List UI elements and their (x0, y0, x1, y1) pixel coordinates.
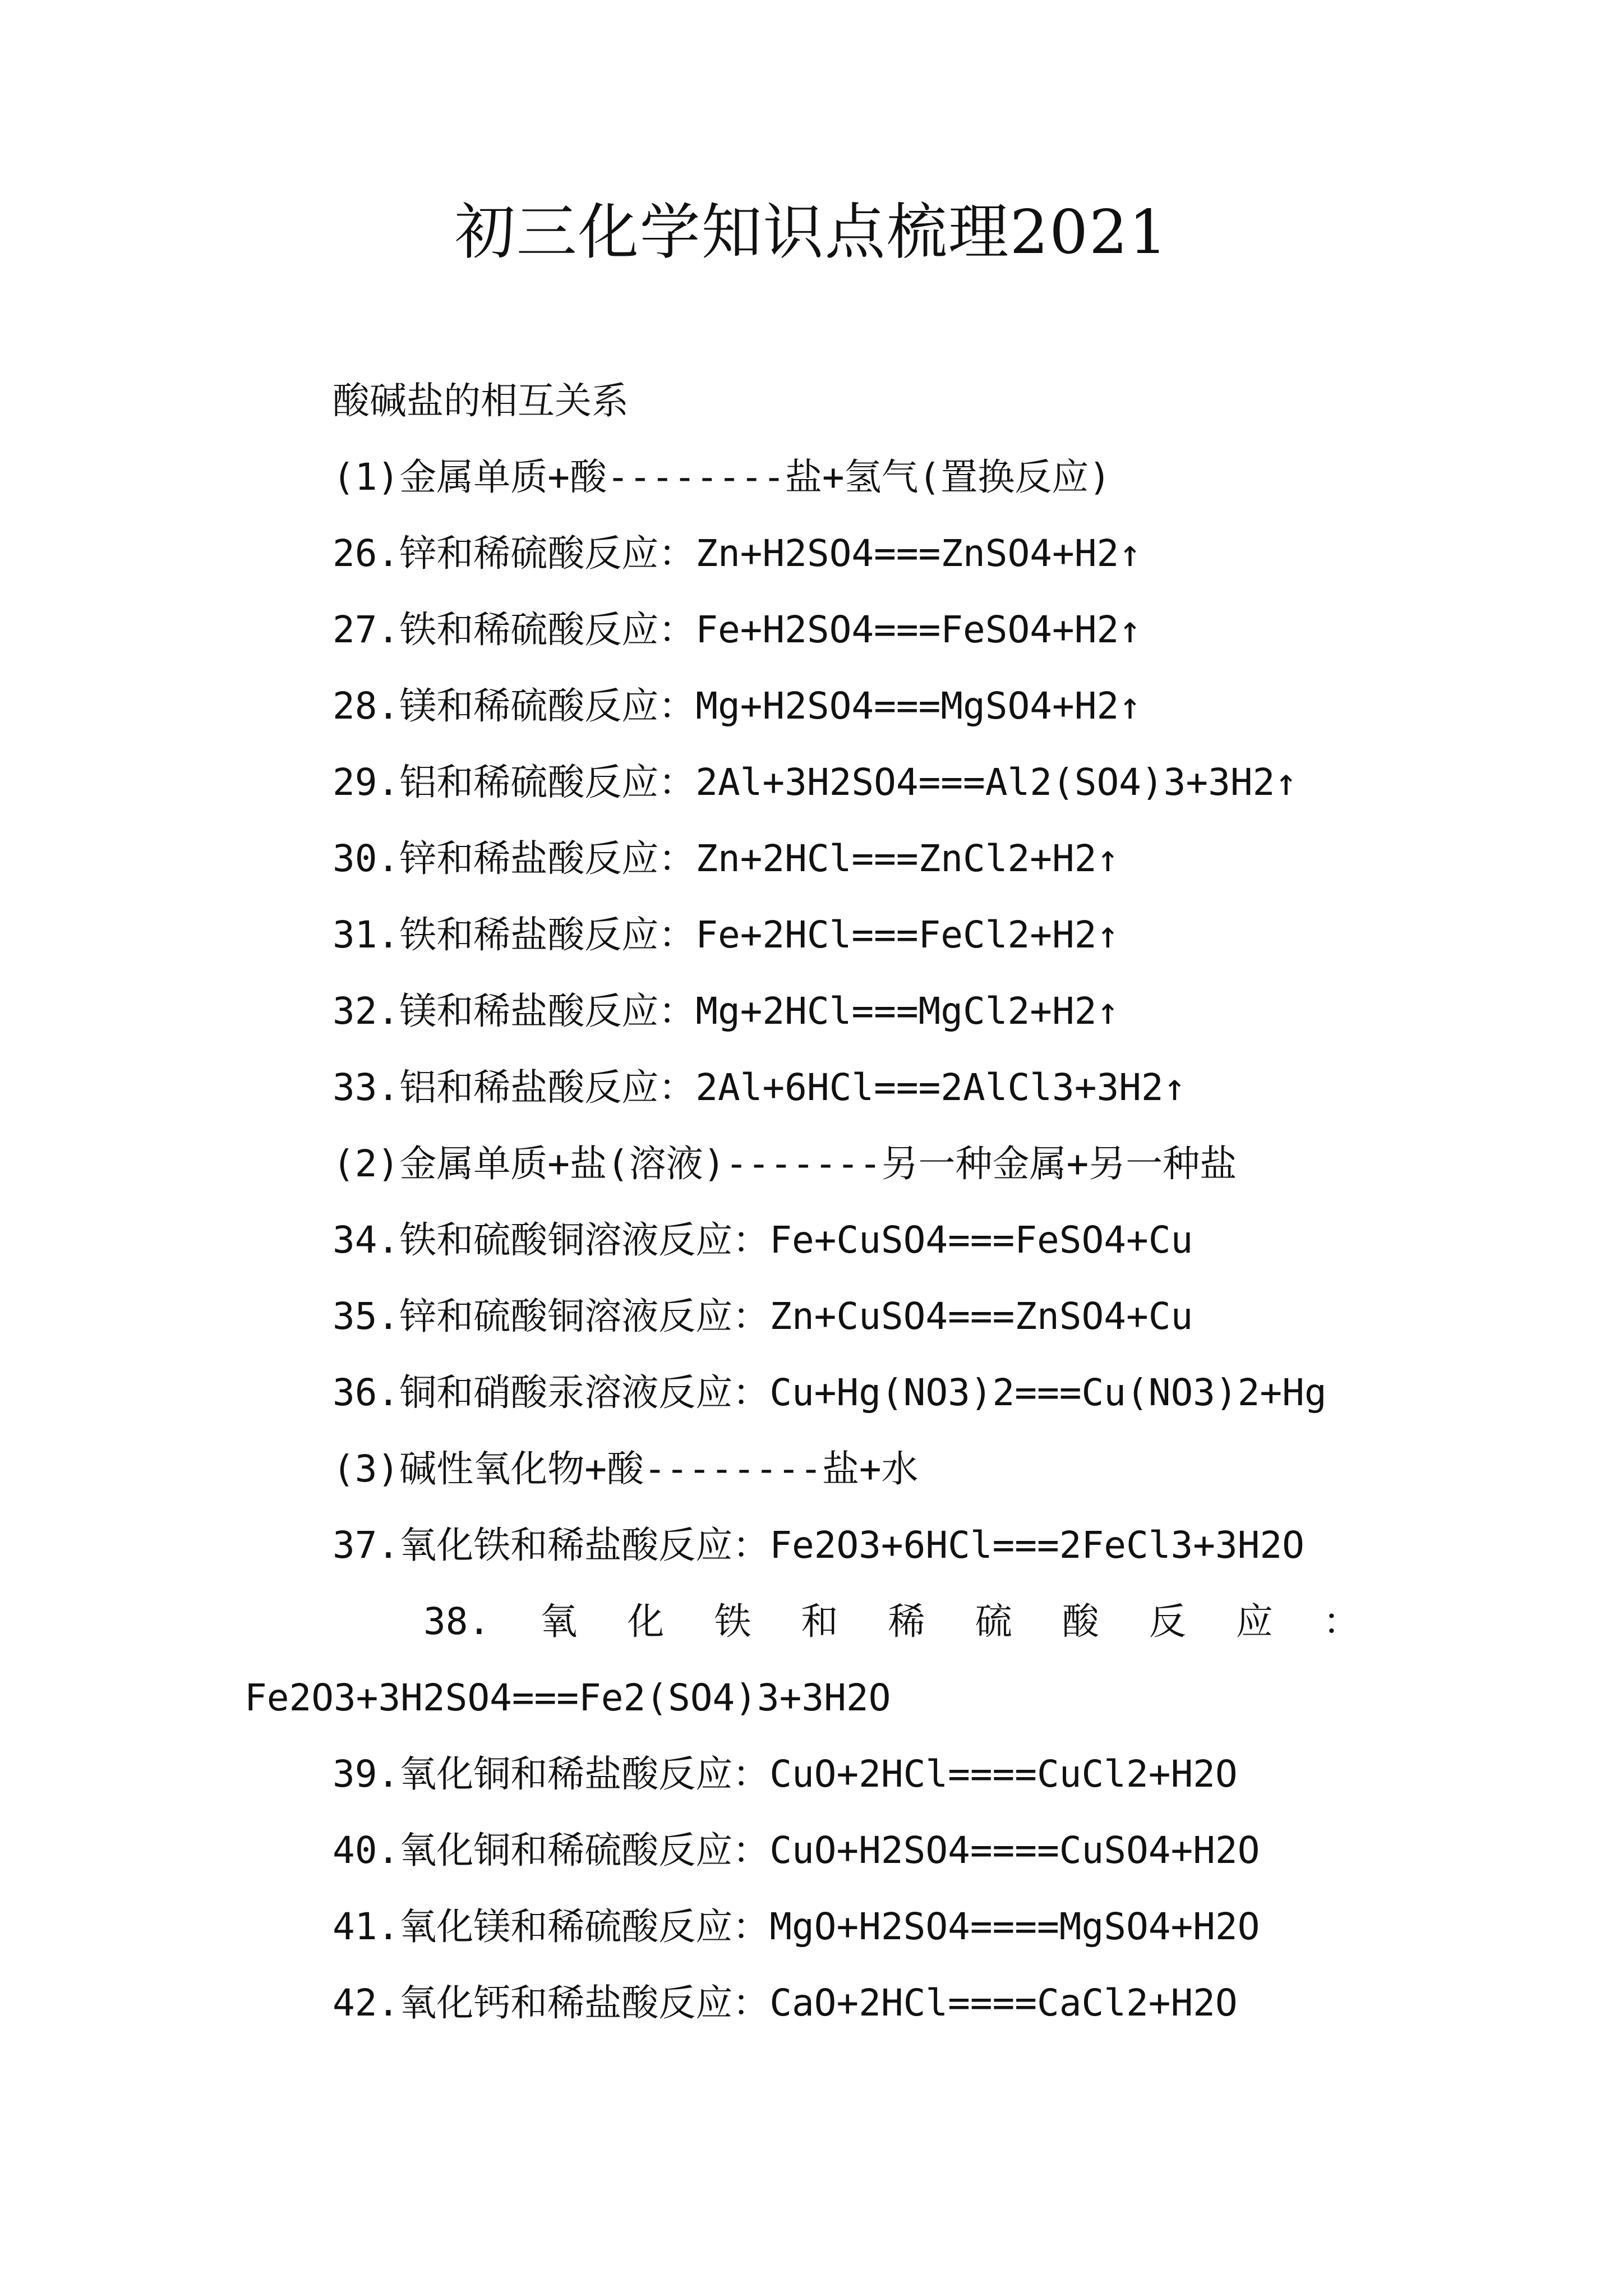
equation-line-35: 35.锌和硫酸铜溶液反应：Zn+CuSO4===ZnSO4+Cu (333, 1295, 1193, 1338)
equation-line-26: 26.锌和稀硫酸反应：Zn+H2SO4===ZnSO4+H2↑ (333, 532, 1141, 575)
section-heading: 酸碱盐的相互关系 (333, 379, 629, 422)
line38-part: 38. (423, 1600, 491, 1643)
equation-line-28: 28.镁和稀硫酸反应：Mg+H2SO4===MgSO4+H2↑ (333, 684, 1141, 728)
line38-part: 铁 (714, 1600, 751, 1643)
equation-line-37: 37.氧化铁和稀盐酸反应：Fe2O3+6HCl===2FeCl3+3H2O (333, 1524, 1304, 1567)
subsection-heading-2: (2)金属单质+盐(溶液)-------另一种金属+另一种盐 (333, 1142, 1237, 1185)
equation-line-27: 27.铁和稀硫酸反应：Fe+H2SO4===FeSO4+H2↑ (333, 608, 1141, 651)
equation-line-38-continued: Fe2O3+3H2SO4===Fe2(SO4)3+3H2O (245, 1676, 891, 1719)
line38-part: 硫 (975, 1600, 1012, 1643)
line38-part: 应 (1235, 1600, 1273, 1643)
equation-line-40: 40.氧化铜和稀硫酸反应：CuO+H2SO4====CuSO4+H2O (333, 1829, 1260, 1872)
equation-line-36: 36.铜和硝酸汞溶液反应：Cu+Hg(NO3)2===Cu(NO3)2+Hg (333, 1371, 1327, 1414)
equation-line-39: 39.氧化铜和稀盐酸反应：CuO+2HCl====CuCl2+H2O (333, 1752, 1238, 1796)
equation-line-29: 29.铝和稀硫酸反应：2Al+3H2SO4===Al2(SO4)3+3H2↑ (333, 761, 1298, 804)
equation-line-38 (423, 1594, 1360, 1650)
equation-line-33: 33.铝和稀盐酸反应：2Al+6HCl===2AlCl3+3H2↑ (333, 1066, 1186, 1109)
equation-line-30: 30.锌和稀盐酸反应：Zn+2HCl===ZnCl2+H2↑ (333, 837, 1119, 880)
subsection-heading-1: (1)金属单质+酸--------盐+氢气(置换反应) (333, 455, 1112, 499)
equation-line-34: 34.铁和硫酸铜溶液反应：Fe+CuSO4===FeSO4+Cu (333, 1218, 1193, 1262)
line38-part: 氧 (540, 1600, 578, 1643)
line38-part: 化 (627, 1600, 665, 1643)
subsection-heading-3: (3)碱性氧化物+酸--------盐+水 (333, 1447, 919, 1490)
line38-part: 稀 (888, 1600, 925, 1643)
line38-part: ： (1323, 1600, 1360, 1643)
equation-line-32: 32.镁和稀盐酸反应：Mg+2HCl===MgCl2+H2↑ (333, 990, 1119, 1033)
line38-part: 和 (801, 1600, 838, 1643)
line38-part: 酸 (1062, 1600, 1099, 1643)
equation-line-31: 31.铁和稀盐酸反应：Fe+2HCl===FeCl2+H2↑ (333, 913, 1119, 956)
equation-line-41: 41.氧化镁和稀硫酸反应：MgO+H2SO4====MgSO4+H2O (333, 1905, 1260, 1948)
equation-line-42: 42.氧化钙和稀盐酸反应：CaO+2HCl====CaCl2+H2O (333, 1981, 1238, 2024)
page-title: 初三化学知识点梳理2021 (454, 197, 1169, 268)
line38-part: 反 (1149, 1600, 1186, 1643)
